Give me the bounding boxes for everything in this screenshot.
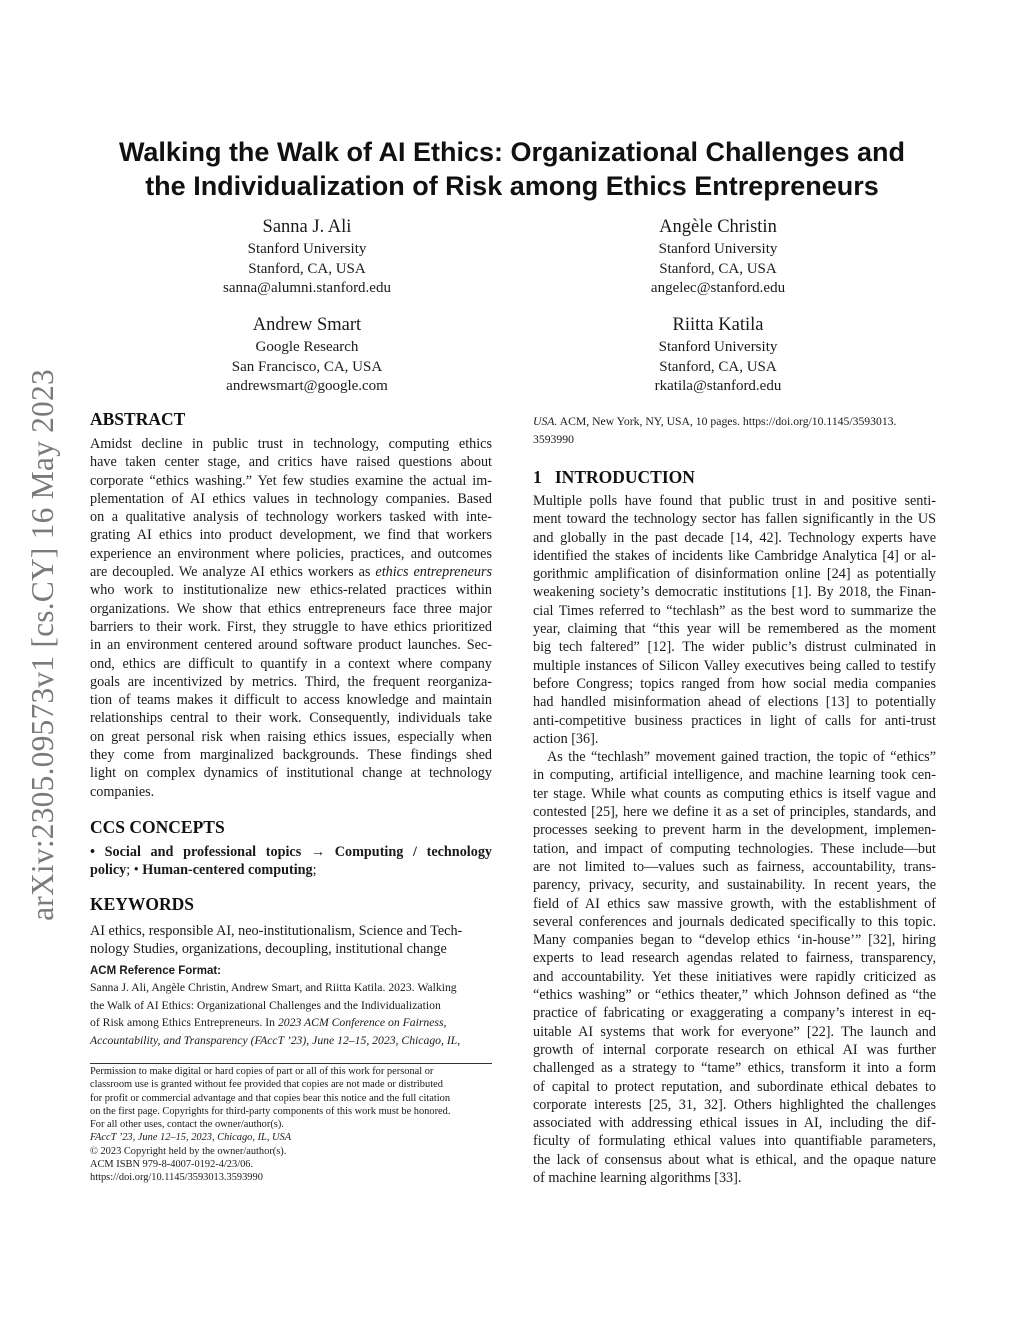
author-location: Stanford, CA, USA	[659, 358, 777, 375]
abstract-line-with-term: are decoupled. We analyze AI ethics workers as ethics entrepreneurs	[90, 564, 493, 581]
abstract-line: tion of teams makes it difficult to access knowledge and maintain	[90, 692, 492, 709]
abstract-line: corporate “ethics washing.” Yet few studies examine the actual im-	[90, 472, 492, 489]
ccs-section	[90, 816, 492, 880]
acm-reference-continued: USA. ACM, New York, NY, USA, 10 pages. https://doi.org/10.1145/3593013. 3593990	[533, 415, 897, 446]
abstract-line: on great personal risk when raising ethics issues, especially when	[90, 728, 492, 745]
abstract-line: organizations. We show that ethics entrepreneurs face three major	[90, 600, 492, 617]
copyright-line: © 2023 Copyright held by the owner/author(s).	[90, 1145, 287, 1157]
abstract-line: Amidst decline in public trust in technology, computing ethics	[90, 436, 492, 452]
acm-reference	[90, 963, 492, 1049]
author-location: San Francisco, CA, USA	[231, 358, 383, 375]
author-name: Sanna J. Ali	[262, 217, 352, 237]
abstract-line: have taken center stage, and critics have raised questions about	[90, 454, 492, 471]
ccs-line-1: • Social and professional topics → Computing / technology	[90, 844, 493, 860]
abstract-line: on a qualitative analysis of technology workers tasked with inte-	[90, 509, 492, 526]
keywords-line: AI ethics, responsible AI, neo-institutionalism, Science and Tech-	[90, 923, 463, 939]
author-location: Stanford, CA, USA	[659, 260, 777, 277]
ccs-heading: CCS CONCEPTS	[90, 817, 225, 837]
title-line-1: Walking the Walk of AI Ethics: Organizational Challenges and	[118, 137, 906, 167]
author-name: Angèle Christin	[659, 217, 777, 237]
introduction-heading: 1 INTRODUCTION	[533, 467, 695, 487]
author-block-4	[548, 314, 888, 397]
title-line-2: the Individualization of Risk among Ethics Entrepreneurs	[145, 171, 879, 201]
author-location: Stanford, CA, USA	[248, 260, 366, 277]
isbn-line: ACM ISBN 979-8-4007-0192-4/23/06.	[90, 1159, 254, 1171]
abstract-line: grating AI ethics into product development, we find that workers	[90, 527, 492, 544]
keywords-body	[90, 922, 492, 959]
abstract-line: relationships central to their work. Consequently, individuals take	[90, 710, 492, 727]
keywords-section	[90, 893, 492, 959]
doi-link[interactable]: https://doi.org/10.1145/3593013.3593990	[90, 1172, 263, 1184]
ccs-body	[90, 843, 492, 880]
arxiv-stamp: arXiv:2305.09573v1 [cs.CY] 16 May 2023	[25, 369, 61, 921]
permission-footnote: Permission to make digital or hard copies of part or all of this work for personal or classroom use is granted without fee provided that copies are not made or distributed for profit or commercial advantage and that copies bear this notice and the full citation on the first page. Copyrights for third-party components of this work must be honored. For all other uses, contact the owner/author(s). FAccT ’23, June 12–15, 2023, Chicago, IL, USA © 2023 Copyright held by the owner/author(s). ACM ISBN 979-8-4007-0192-4/23/06. https://doi.org/10.1145/3593013.3593990	[90, 1065, 492, 1185]
author-affiliation: Google Research	[255, 339, 359, 355]
abstract-line: they come from marginalized backgrounds. These findings shed	[90, 747, 492, 764]
author-email[interactable]: sanna@alumni.stanford.edu	[223, 280, 391, 296]
author-affiliation: Stanford University	[658, 241, 778, 257]
abstract-line: plementation of AI ethics values in technology companies. Based	[90, 490, 492, 507]
venue-line: FAccT ’23, June 12–15, 2023, Chicago, IL, USA	[90, 1132, 292, 1144]
author-block-2	[548, 216, 888, 299]
intro-paragraph-1: Multiple polls have found that public trust in and positive senti- ment toward the technology sector has fallen significantly in the US and globally in the past decade [14, 42]. Technology experts have identified the stakes of incidents like Cambridge Analytica [4] or al- gorithmic amplification of disinformation online [24] as potentially weakening society’s democratic institutions [1]. By 2018, the Finan- cial Times referred to “techlash” as the best word to summarize the year, claiming that “this year will be remembered as the moment big tech faltered” [12]. The wider public’s distrust culminated in multiple instances of Silicon Valley executives being called to testify before Congress; topics ranged from how social media companies had handled misinformation ahead of elections [13] to potentially anti-competitive business practices in light of calls for anti-trust action [36].	[533, 493, 936, 747]
author-email[interactable]: andrewsmart@google.com	[226, 378, 388, 394]
author-block-1	[137, 216, 477, 299]
author-affiliation: Stanford University	[247, 241, 367, 257]
author-name: Andrew Smart	[252, 315, 362, 335]
abstract-line: light on complex dynamics of institutional change at technology	[90, 765, 492, 782]
paper-title	[80, 135, 944, 203]
abstract-body	[90, 435, 492, 801]
introduction-section	[533, 466, 936, 1187]
intro-paragraph-2: As the “techlash” movement gained traction, the topic of “ethics” in computing, artificial intelligence, and machine learning took cen- ter stage. While what counts as computing ethics is itself vague and contested [25], here we define it as a set of principles, standards, and processes seeking to prevent harm in the development, implemen- tation, and impact of computing technologies. These include—but are not limited to—values such as fairness, accountability, trans- parency, privacy, security, and sustainability. In recent years, the field of AI ethics saw massive growth, with the establishment of several conferences and journals dedicated specifically to this topic. Many companies began to “develop ethics ‘in-house’” [32], hiring experts to lead research agendas related to fairness, transparency, and accountability. Yet these initiatives were rapidly criticized as “ethics washing” or “ethics theater,” which Johnson defined as “the practice of fabricating or exaggerating a company’s interest in eq- uitable AI systems that work for everyone” [22]. The launch and growth of internal corporate research on ethical AI was further challenged as a strategy to “tame” ethics, transform it into a form of capital to protect reputation, and subordinate ethical debates to corporate interests [25, 31, 32]. Others highlighted the challenges associated with addressing ethical issues in AI, including the dif- ficulty of formulating ethical values into quantifiable parameters, the lack of consensus about what is ethical, and the opaque nature of machine learning algorithms [33].	[533, 749, 936, 1186]
footnote-rule	[90, 1063, 492, 1064]
author-block-3	[137, 314, 477, 397]
author-email[interactable]: angelec@stanford.edu	[650, 280, 786, 296]
italic-term: ethics entrepreneurs	[375, 564, 493, 581]
keywords-heading: KEYWORDS	[90, 894, 195, 914]
abstract-line: companies.	[90, 783, 155, 800]
abstract-line: goals are incentivized by metrics. Third, the frequent reorganiza-	[90, 673, 492, 690]
keywords-line: nology Studies, organizations, decoupling, institutional change	[90, 941, 447, 958]
abstract-line: in an environment centered around software product launches. Sec-	[90, 637, 492, 654]
abstract-line: experience an environment where policies, practices, and outcomes	[90, 545, 492, 562]
acm-reference-body: Sanna J. Ali, Angèle Christin, Andrew Smart, and Riitta Katila. 2023. Walking the Walk of AI Ethics: Organizational Challenges and the Individualization of Risk among Ethics Entrepreneurs. In 2023 ACM Conference on Fairness, Accountability, and Transparency (FAccT ’23), June 12–15, 2023, Chicago, IL,	[90, 981, 461, 1047]
author-name: Riitta Katila	[672, 315, 764, 335]
author-affiliation: Stanford University	[658, 339, 778, 355]
ccs-line-2: policy; • Human-centered computing;	[90, 862, 317, 879]
abstract-line: ond, ethics are difficult to quantify in a context where company	[90, 655, 492, 672]
author-email[interactable]: rkatila@stanford.edu	[654, 378, 782, 394]
abstract-heading: ABSTRACT	[90, 409, 186, 429]
abstract-line: barriers to their work. First, they struggle to have ethics prioritized	[90, 618, 492, 635]
acm-reference-heading: ACM Reference Format:	[90, 965, 221, 977]
abstract-section	[90, 408, 492, 801]
abstract-line: who work to institutionalize new ethics-related practices within	[90, 582, 492, 599]
